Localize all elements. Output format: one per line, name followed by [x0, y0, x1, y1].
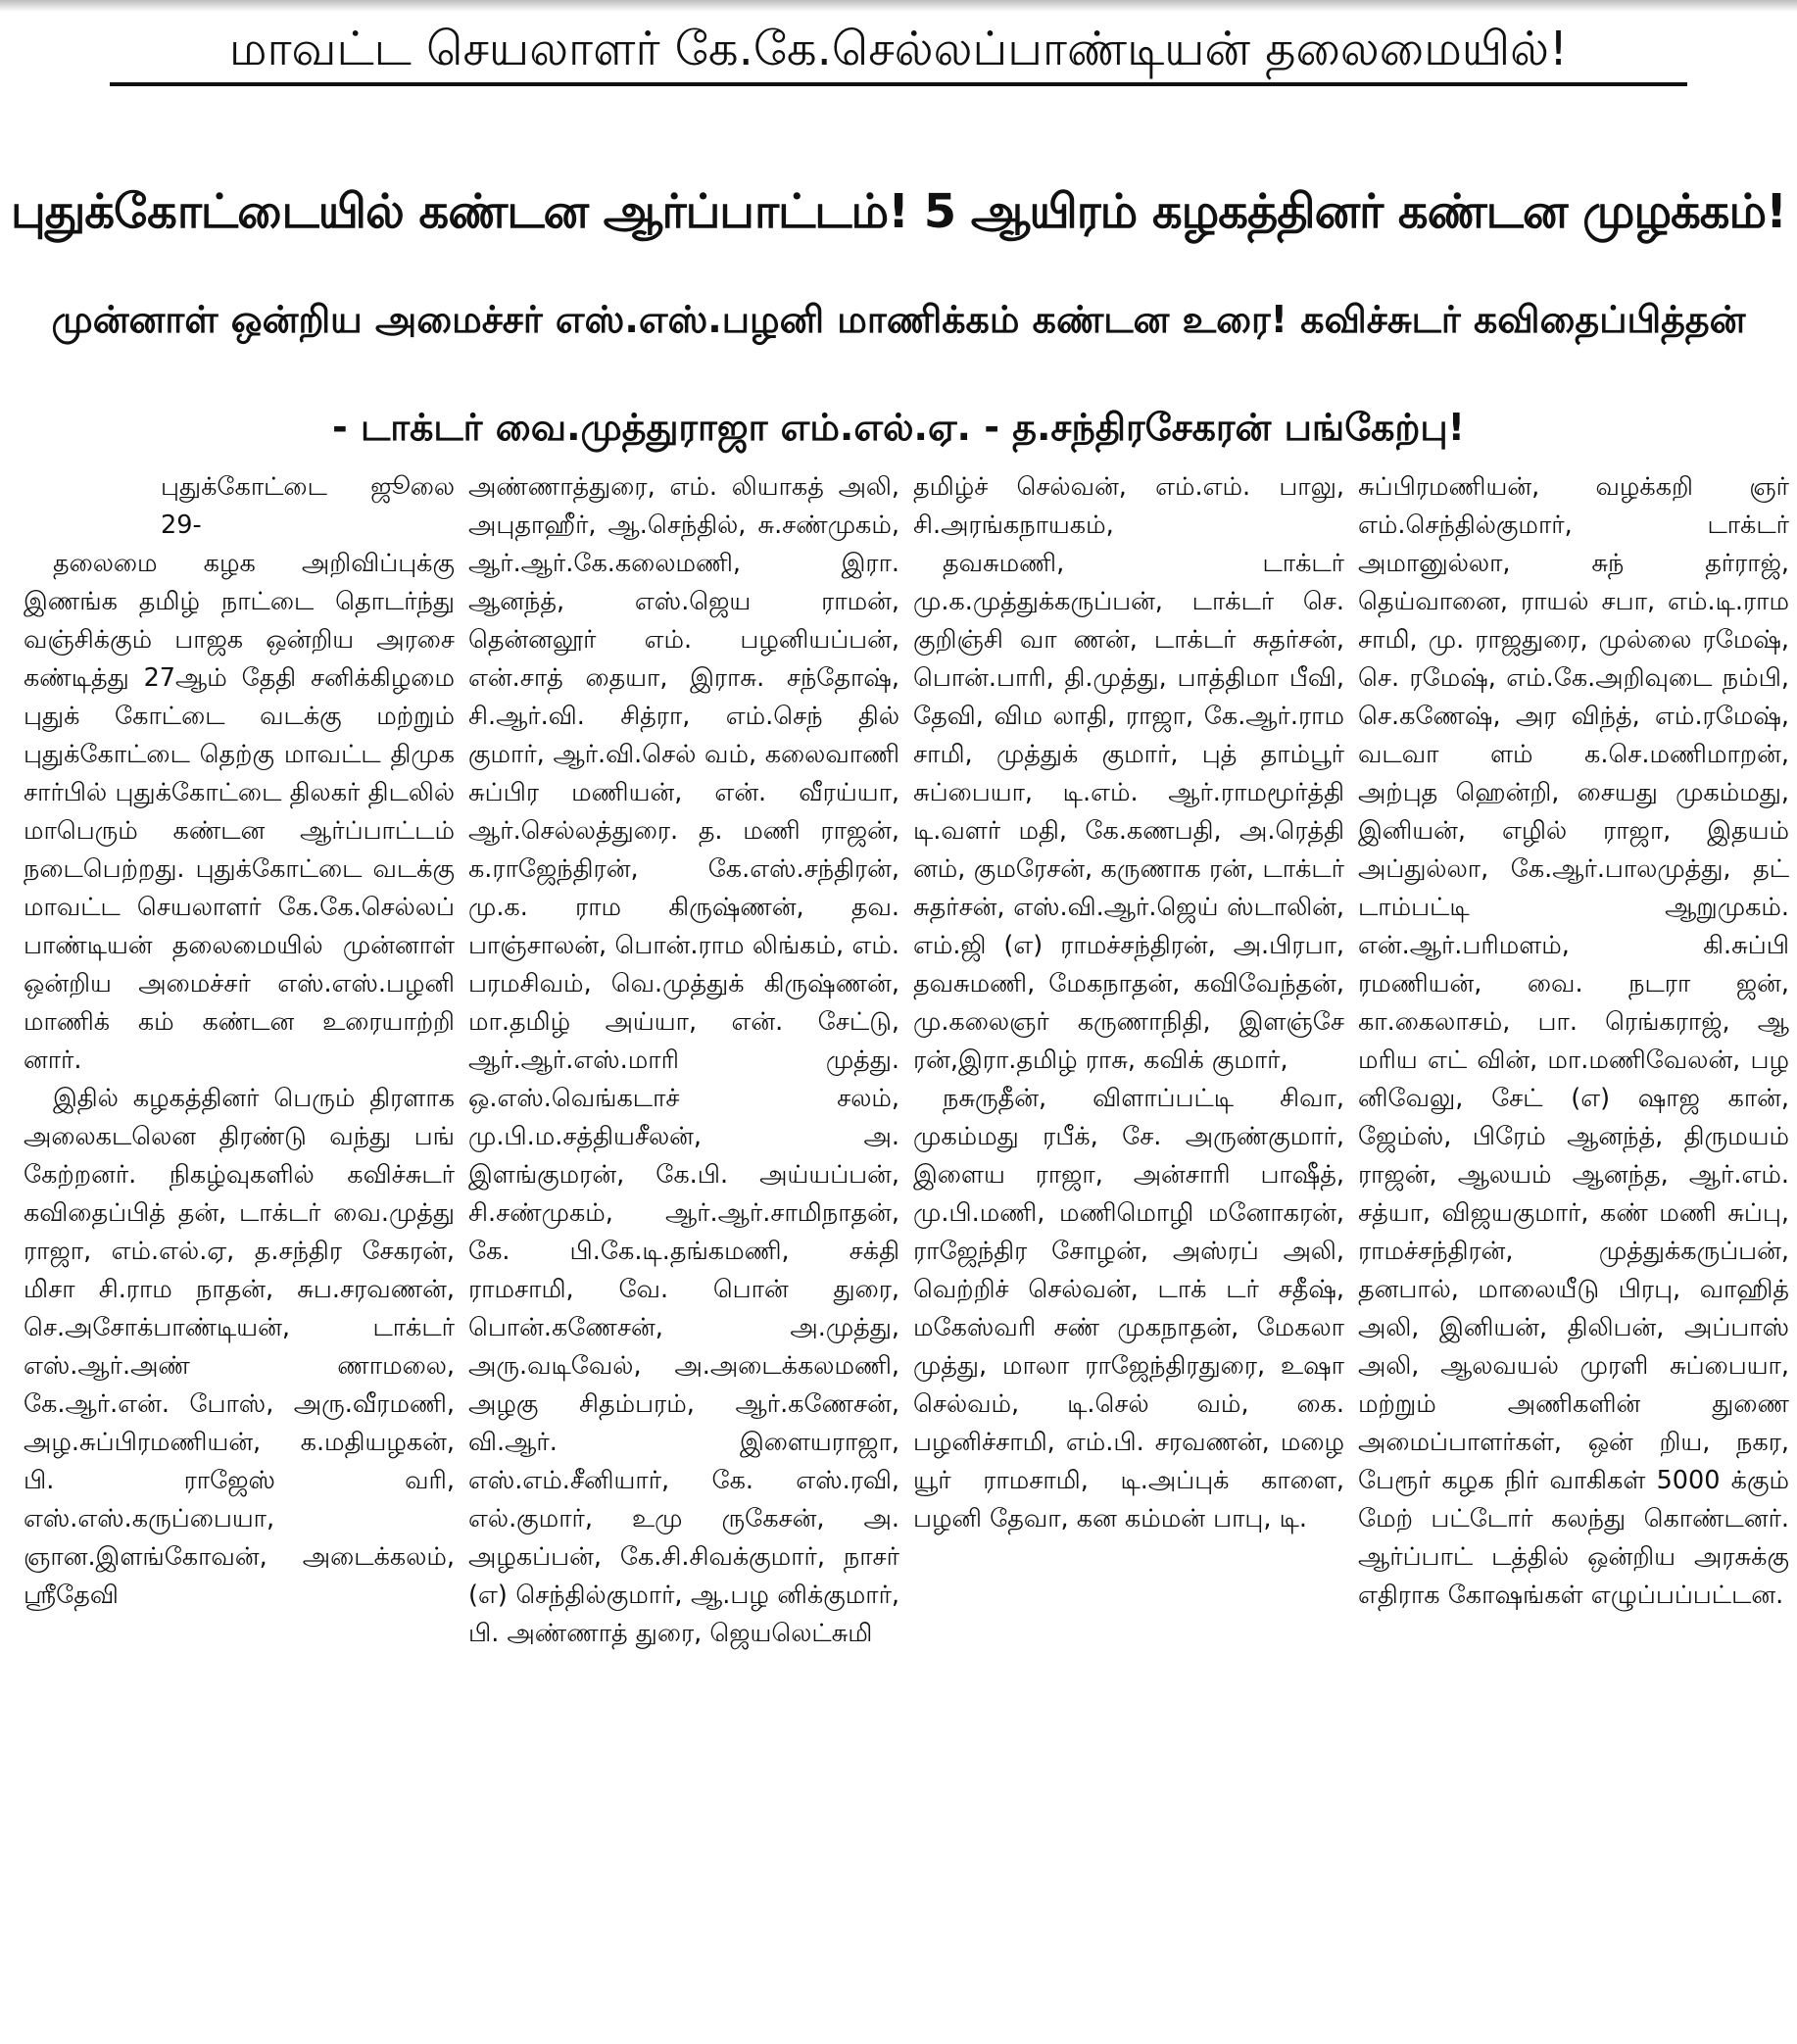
dateline: புதுக்கோட்டை ஜூலை 29- — [161, 472, 455, 540]
article-column-3 — [913, 468, 1344, 2036]
kicker-underline — [110, 82, 1687, 86]
paragraph: அண்ணாத்துரை, எம். லியாகத் அலி, அபுதாஹீர், ஆ.செந்தில், சு.சண்முகம், ஆர்.ஆர்.கே.கலைமணி, இரா. ஆனந்த், எஸ்.ஜெய ராமன், தென்னலூர் எம். பழனியப்பன், என்.சாத் தையா, இராசு. சந்தோஷ், சி.ஆர்.வி. சித்ரா, எம்.செந் தில் குமார், ஆர்.வி.செல் வம், கலைவாணி சுப்பிர மணியன், என். வீரய்யா, ஆர்.செல்லத்துரை. த. மணி ராஜன், க.ராஜேந்திரன், கே.எஸ்.சந்திரன், மு.க. ராம கிருஷ்ணன், தவ. பாஞ்சாலன், பொன்.ராம லிங்கம், எம். பரமசிவம், வெ.முத்துக் கிருஷ்ணன், மா.தமிழ் அய்யா, என். சேட்டு, ஆர்.ஆர்.எஸ்.மாரி முத்து. ஒ.எஸ்.வெங்கடாச் சலம், மு.பி.ம.சத்தியசீலன், அ. இளங்குமரன், கே.பி. அய்யப்பன், சி.சண்முகம், ஆர்.ஆர்.சாமிநாதன், கே. பி.கே.டி.தங்கமணி, சக்தி ராமசாமி, வே. பொன் துரை, பொன்.கணேசன், அ.முத்து, அரு.வடிவேல், அ.அடைக்கலமணி, அழகு சிதம்பரம், ஆர்.கணேசன், வி.ஆர். இளையராஜா, எஸ்.எம்.சீனியார், கே. எஸ்.ரவி, எல்.குமார், உமு ருகேசன், அ. அழகப்பன், கே.சி.சிவக்குமார், நாசர் (எ) செந்தில்குமார், ஆ.பழ னிக்குமார், பி. அண்ணாத் துரை, ஜெயலெட்சுமி — [468, 472, 899, 1648]
paragraph: தலைமை கழக அறிவிப்புக்கு இணங்க தமிழ் நாட்டை தொடர்ந்து வஞ்சிக்கும் பாஜக ஒன்றிய அரசை கண்டித்து 27ஆம் தேதி சனிக்கிழமை புதுக் கோட்டை வடக்கு மற்றும் புதுக்கோட்டை தெற்கு மாவட்ட திமுக சார்பில் புதுக்கோட்டை திலகர் திடலில் மாபெரும் கண்டன ஆர்ப்பாட்டம் நடைபெற்றது. புதுக்கோட்டை வடக்கு மாவட்ட செயலாளர் கே.கே.செல்லப் பாண்டியன் தலைமையில் முன்னாள் ஒன்றிய அமைச்சர் எஸ்.எஸ்.பழனி மாணிக் கம் கண்டன உரையாற்றி னார். — [24, 549, 455, 1075]
deck-line-2: - டாக்டர் வை.முத்துராஜா எம்.எல்.ஏ. - த.சந்திரசேகரன் பங்கேற்பு! — [332, 406, 1465, 449]
article-body — [24, 468, 1787, 2036]
article-column-1 — [24, 468, 455, 2036]
paragraph: தவசுமணி, டாக்டர் மு.க.முத்துக்கருப்பன், டாக்டர் செ. குறிஞ்சி வா ணன், டாக்டர் சுதர்சன், பொன்.பாரி, தி.முத்து, பாத்திமா பீவி, தேவி, விம லாதி, ராஜா, கே.ஆர்.ராம சாமி, முத்துக் குமார், புத் தாம்பூர் சுப்பையா, டி.எம். ஆர்.ராமமூர்த்தி டி.வளர் மதி, கே.கணபதி, அ.ரெத்தி னம், குமரேசன், கருணாக ரன், டாக்டர் சுதர்சன், எஸ்.வி.ஆர்.ஜெய் ஸ்டாலின், எம்.ஜி (எ) ராமச்சந்திரன், அ.பிரபா, தவசுமணி, மேகநாதன், கவிவேந்தன், மு.கலைஞர் கருணாநிதி, இளஞ்சே ரன்,இரா.தமிழ் ராசு, கவிக் குமார், — [913, 549, 1344, 1075]
main-headline: புதுக்கோட்டையில் கண்டன ஆர்ப்பாட்டம்! 5 ஆயிரம் கழகத்தினர் கண்டன முழக்கம்! — [11, 184, 1786, 240]
paragraph: தமிழ்ச் செல்வன், எம்.எம். பாலு, சி.அரங்கநாயகம், — [913, 472, 1344, 540]
paragraph: சுப்பிரமணியன், வழக்கறி ஞர் எம்.செந்தில்குமார், டாக்டர் அமானுல்லா, சுந் தர்ராஜ், தெய்வானை, ராயல் சபா, எம்.டி.ராம சாமி, மு. ராஜதுரை, முல்லை ரமேஷ், செ. ரமேஷ், எம்.கே.அறிவுடை நம்பி, செ.கணேஷ், அர விந்த், எம்.ரமேஷ், வடவா ளம் க.செ.மணிமாறன், அற்புத ஹென்றி, சையது முகம்மது, இனியன், எழில் ராஜா, இதயம் அப்துல்லா, கே.ஆர்.பாலமுத்து, தட் டாம்பட்டி ஆறுமுகம். என்.ஆர்.பரிமளம், கி.சுப்பி ரமணியன், வை. நடரா ஜன், கா.கைலாசம், பா. ரெங்கராஜ், ஆ மரிய எட் வின், மா.மணிவேலன், பழ னிவேலு, சேட் (எ) ஷாஜ கான், ஜேம்ஸ், பிரேம் ஆனந்த், திருமயம் ராஜன், ஆலயம் ஆனந்த, ஆர்.எம். சத்யா, விஜயகுமார், கண் மணி சுப்பு, ராமச்சந்திரன், முத்துக்கருப்பன், தனபால், மாலையீடு பிரபு, வாஹித் அலி, இனியன், திலிபன், அப்பாஸ் அலி, ஆலவயல் முரளி சுப்பையா, மற்றும் அணிகளின் துணை அமைப்பாளர்கள், ஒன் றிய, நகர, பேரூர் கழக நிர் வாகிகள் 5000 க்கும் மேற் பட்டோர் கலந்து கொண்டனர். ஆர்ப்பாட் டத்தில் ஒன்றிய அரசுக்கு எதிராக கோஷங்கள் எழுப்பப்பட்டன. — [1358, 472, 1789, 1610]
kicker-line: மாவட்ட செயலாளர் கே.கே.செல்லப்பாண்டியன் தலைமையில்! — [228, 22, 1569, 76]
paragraph: இதில் கழகத்தினர் பெரும் திரளாக அலைகடலென திரண்டு வந்து பங் கேற்றனர். நிகழ்வுகளில் கவிச்சுடர் கவிதைப்பித் தன், டாக்டர் வை.முத்து ராஜா, எம்.எல்.ஏ, த.சந்திர சேகரன், மிசா சி.ராம நாதன், சுப.சரவணன், செ.அசோக்பாண்டியன், டாக்டர் எஸ்.ஆர்.அண் ணாமலை, கே.ஆர்.என். போஸ், அரு.வீரமணி, அழ.சுப்பிரமணியன், க.மதியழகன், பி. ராஜேஸ் வரி, எஸ்.எஸ்.கருப்பையா, ஞான.இளங்கோவன், அடைக்கலம், ஸ்ரீதேவி — [24, 1084, 455, 1610]
deck-line-1: முன்னாள் ஒன்றிய அமைச்சர் எஸ்.எஸ்.பழனி மாணிக்கம் கண்டன உரை! கவிச்சுடர் கவிதைப்பித்தன் — [51, 298, 1746, 341]
paragraph: நசுருதீன், விளாப்பட்டி சிவா, முகம்மது ரபீக், சே. அருண்குமார், இளைய ராஜா, அன்சாரி பாஷீத், மு.பி.மணி, மணிமொழி மனோகரன், ராஜேந்திர சோழன், அஸ்ரப் அலி, வெற்றிச் செல்வன், டாக் டர் சதீஷ், மகேஸ்வரி சண் முகநாதன், மேகலா முத்து, மாலா ராஜேந்திரதுரை, உஷா செல்வம், டி.செல் வம், கை. பழனிச்சாமி, எம்.பி. சரவணன், மழை யூர் ராமசாமி, டி.அப்புக் காளை, பழனி தேவா, கன கம்மன் பாபு, டி. — [913, 1084, 1344, 1533]
article-column-2 — [468, 468, 899, 2036]
article-column-4 — [1358, 468, 1789, 2036]
top-border-strip — [0, 0, 1797, 12]
